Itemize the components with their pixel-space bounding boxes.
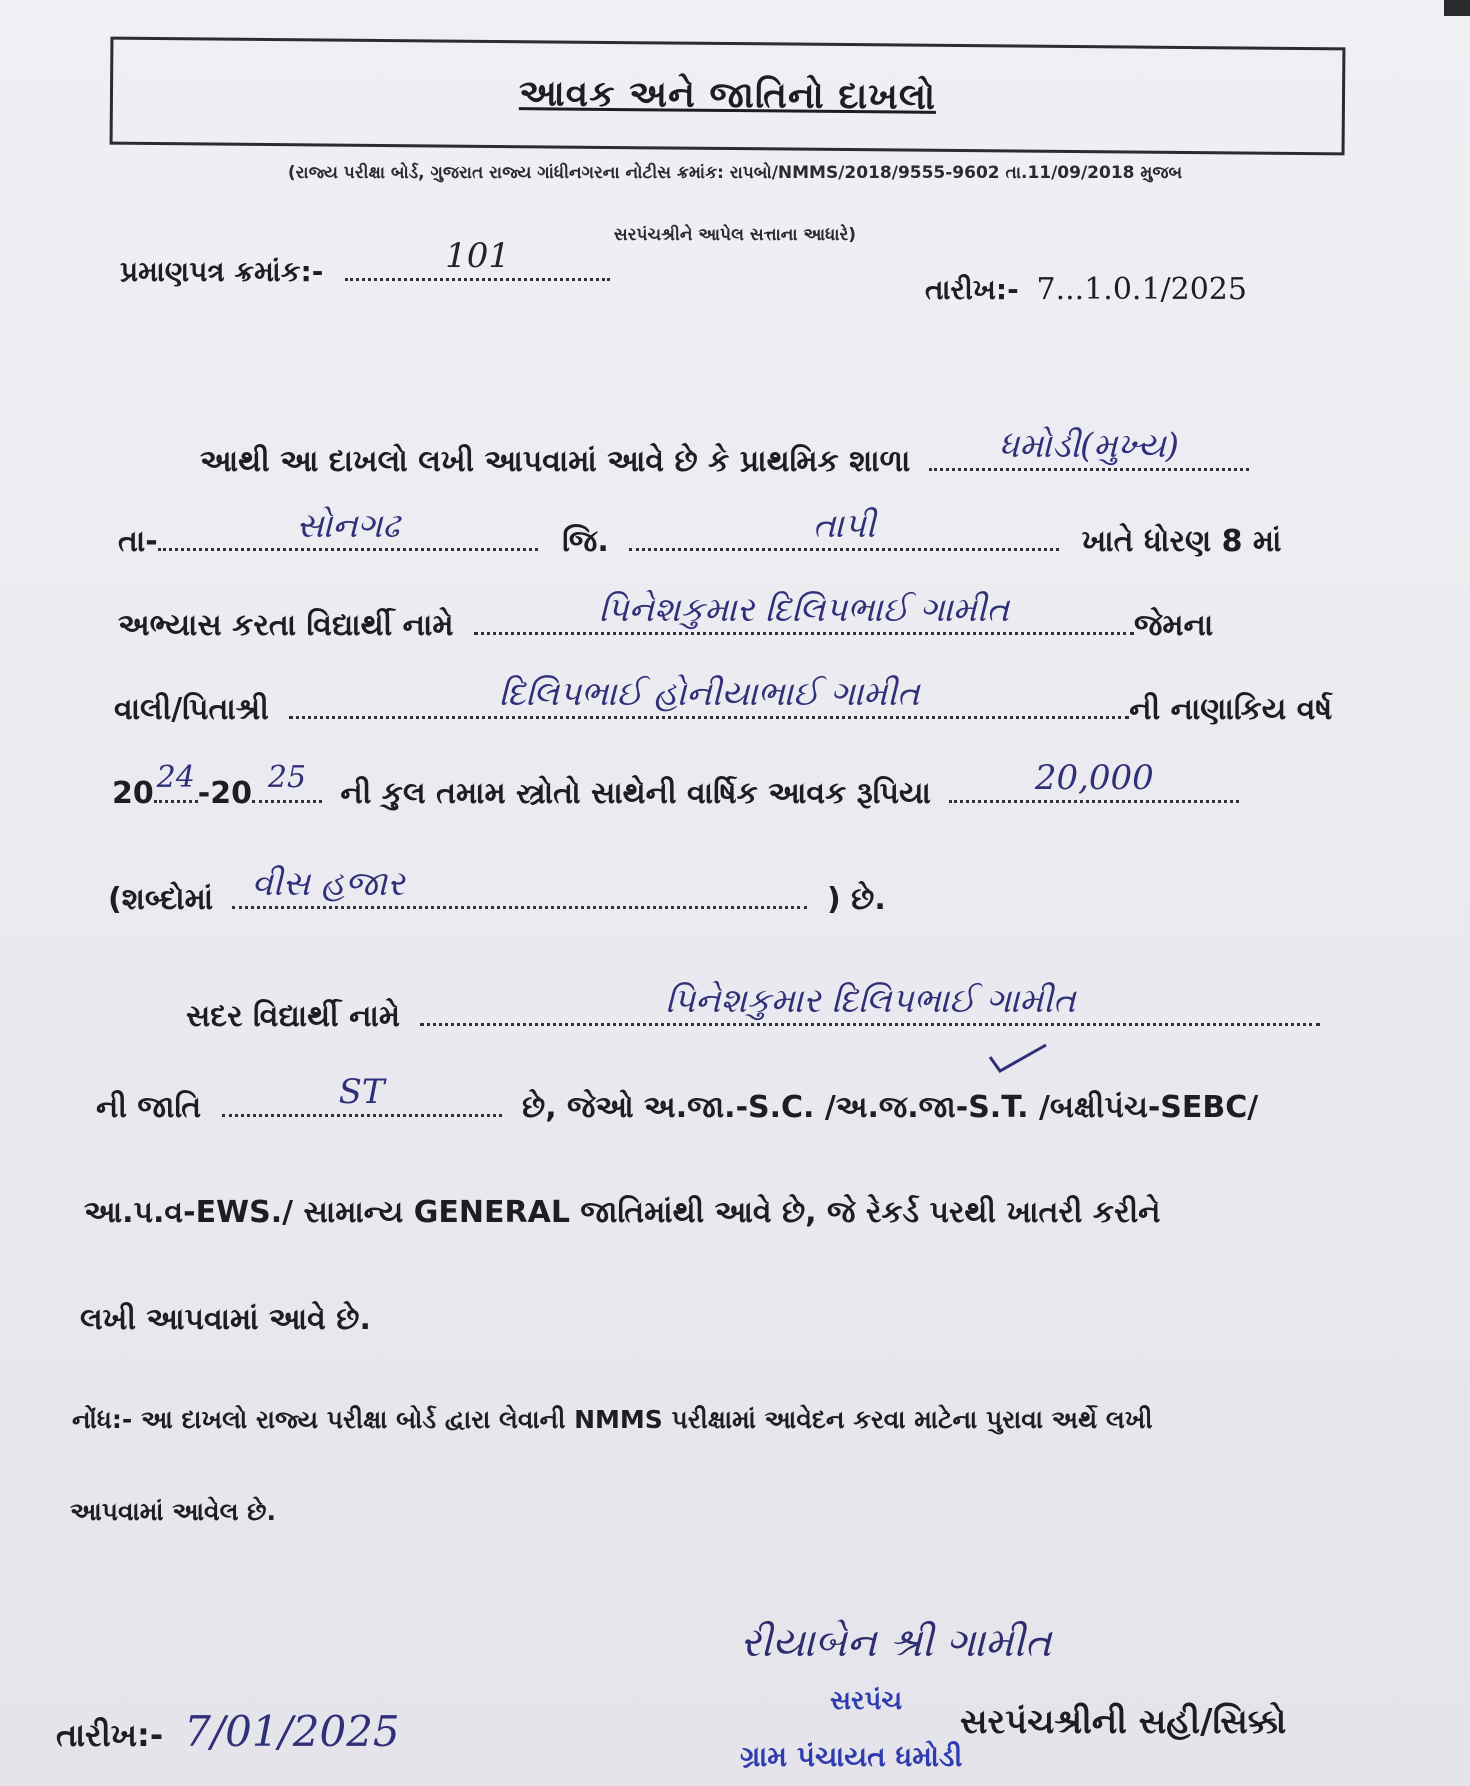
student-name-field-2 — [420, 981, 1320, 1026]
notice-line-2: સરપંચશ્રીને આપેલ સત્તાના આધારે) — [613, 225, 857, 245]
footer-date-row — [56, 1707, 400, 1756]
note-line-2: આપવામાં આવેલ છે. — [70, 1497, 277, 1526]
caste-categories-text: છે, જેઓ અ.જા.-S.C. /અ.જ.જા-S.T. /બક્ષીપંચ-SEBC/ — [522, 1090, 1259, 1125]
intro-text: આથી આ દાખલો લખી આપવામાં આવે છે કે પ્રાથમિક શાળા — [200, 444, 911, 479]
taluka-label: તા- — [118, 524, 158, 559]
body-line-5 — [112, 758, 1239, 814]
student-label: અભ્યાસ કરતા વિદ્યાર્થી નામે — [118, 608, 454, 643]
caste-value: ST — [338, 1072, 385, 1112]
year-end-field — [252, 760, 322, 803]
student-name-value: પિનેશકુમાર દિલિપભાઈ ગામીત — [598, 590, 1010, 630]
year-start-prefix: 20 — [112, 776, 154, 811]
certificate-number-row — [120, 236, 610, 292]
caste-label: ની જાતિ — [96, 1090, 202, 1125]
student-name-value-2: પિનેશકુમાર દિલિપભાઈ ગામીત — [665, 981, 1076, 1021]
taluka-field — [158, 506, 538, 551]
in-words-close: ) છે. — [827, 882, 886, 917]
body-line-3 — [118, 590, 1214, 646]
body-line-1 — [200, 426, 1249, 482]
body-line-9: આ.પ.વ-EWS./ સામાન્ય GENERAL જાતિમાંથી આવે છે, જે રેકર્ડ પરથી ખાતરી કરીને — [84, 1195, 1161, 1230]
certificate-number-label: પ્રમાણપત્ર ક્રમાંક:- — [120, 255, 324, 288]
body-line-2 — [118, 506, 1282, 562]
checkmark-icon — [988, 1043, 1048, 1073]
student-name-field — [474, 590, 1134, 635]
body-line-4 — [114, 674, 1333, 730]
stamp-title: સરપંચ — [830, 1686, 903, 1716]
year-end-value: 25 — [267, 760, 307, 795]
income-text: ની કુલ તમામ સ્ત્રોતો સાથેની વાર્ષિક આવક રૂપિયા — [340, 776, 931, 811]
title-box — [110, 37, 1346, 156]
body-line-8 — [96, 1072, 1259, 1128]
photo-edge — [1444, 0, 1470, 16]
school-value: ધમોડી(મુખ્ય) — [998, 426, 1180, 466]
notice-line-1: (રાજ્ય પરીક્ષા બોર્ડ, ગુજરાત રાજ્ય ગાંધીનગરના નોટીસ ક્રમાંક: રાપબો/NMMS/2018/9555-9602 તા.11/09/2018 મુજબ — [287, 163, 1183, 183]
signature-handwriting: રીયાબેન શ્રી ગામીત — [740, 1620, 1052, 1666]
whose-text: જેમના — [1134, 608, 1214, 643]
body-line-7 — [186, 981, 1320, 1037]
income-amount-value: 20,000 — [1034, 758, 1154, 798]
footer-date-label: તારીખ:- — [56, 1716, 164, 1754]
stamp-organization: ગ્રામ પંચાયત ધમોડી — [740, 1740, 963, 1773]
caste-field — [222, 1072, 502, 1117]
year-start-value: 24 — [156, 760, 195, 795]
certificate-date-value: 7...1.0.1/2025 — [1036, 272, 1247, 307]
in-words-label: (શબ્દોમાં — [108, 882, 214, 917]
document-title: આવક અને જાતિનો દાખલો — [518, 73, 937, 118]
district-value: તાપી — [812, 506, 876, 546]
parent-label: વાલી/પિતાશ્રી — [114, 692, 269, 727]
parent-name-field — [289, 674, 1129, 719]
income-amount-field — [949, 758, 1239, 803]
district-label: જિ. — [562, 524, 609, 559]
standard-text: ખાતે ધોરણ 8 માં — [1081, 524, 1282, 559]
school-field — [929, 426, 1249, 471]
district-field — [629, 506, 1059, 551]
year-separator: -20 — [197, 776, 252, 811]
body-line-10: લખી આપવામાં આવે છે. — [80, 1302, 371, 1337]
footer-date-value: 7/01/2025 — [184, 1707, 400, 1756]
certificate-number-value: 101 — [445, 236, 511, 276]
certificate-date-row — [925, 270, 1247, 310]
taluka-value: સોનગઢ — [296, 506, 400, 546]
income-words-value: વીસ હજાર — [251, 864, 405, 904]
body-line-6 — [108, 864, 886, 920]
certificate-number-field — [345, 236, 610, 281]
student-label-2: સદર વિદ્યાર્થી નામે — [186, 999, 401, 1034]
certificate-date-label: તારીખ:- — [925, 273, 1019, 306]
income-words-field — [232, 864, 807, 909]
note-line-1: નોંધ:- આ દાખલો રાજ્ય પરીક્ષા બોર્ડ દ્વારા લેવાની NMMS પરીક્ષામાં આવેદન કરવા માટેના પુરાવા અર્થે લખી — [72, 1405, 1153, 1434]
sarpanch-sign-label: સરપંચશ્રીની સહી/સિક્કો — [960, 1702, 1287, 1742]
financial-year-text: ની નાણાકિય વર્ષ — [1129, 692, 1333, 727]
year-start-field — [154, 760, 198, 803]
parent-name-value: દિલિપભાઈ હોનીયાભાઈ ગામીત — [498, 674, 920, 714]
